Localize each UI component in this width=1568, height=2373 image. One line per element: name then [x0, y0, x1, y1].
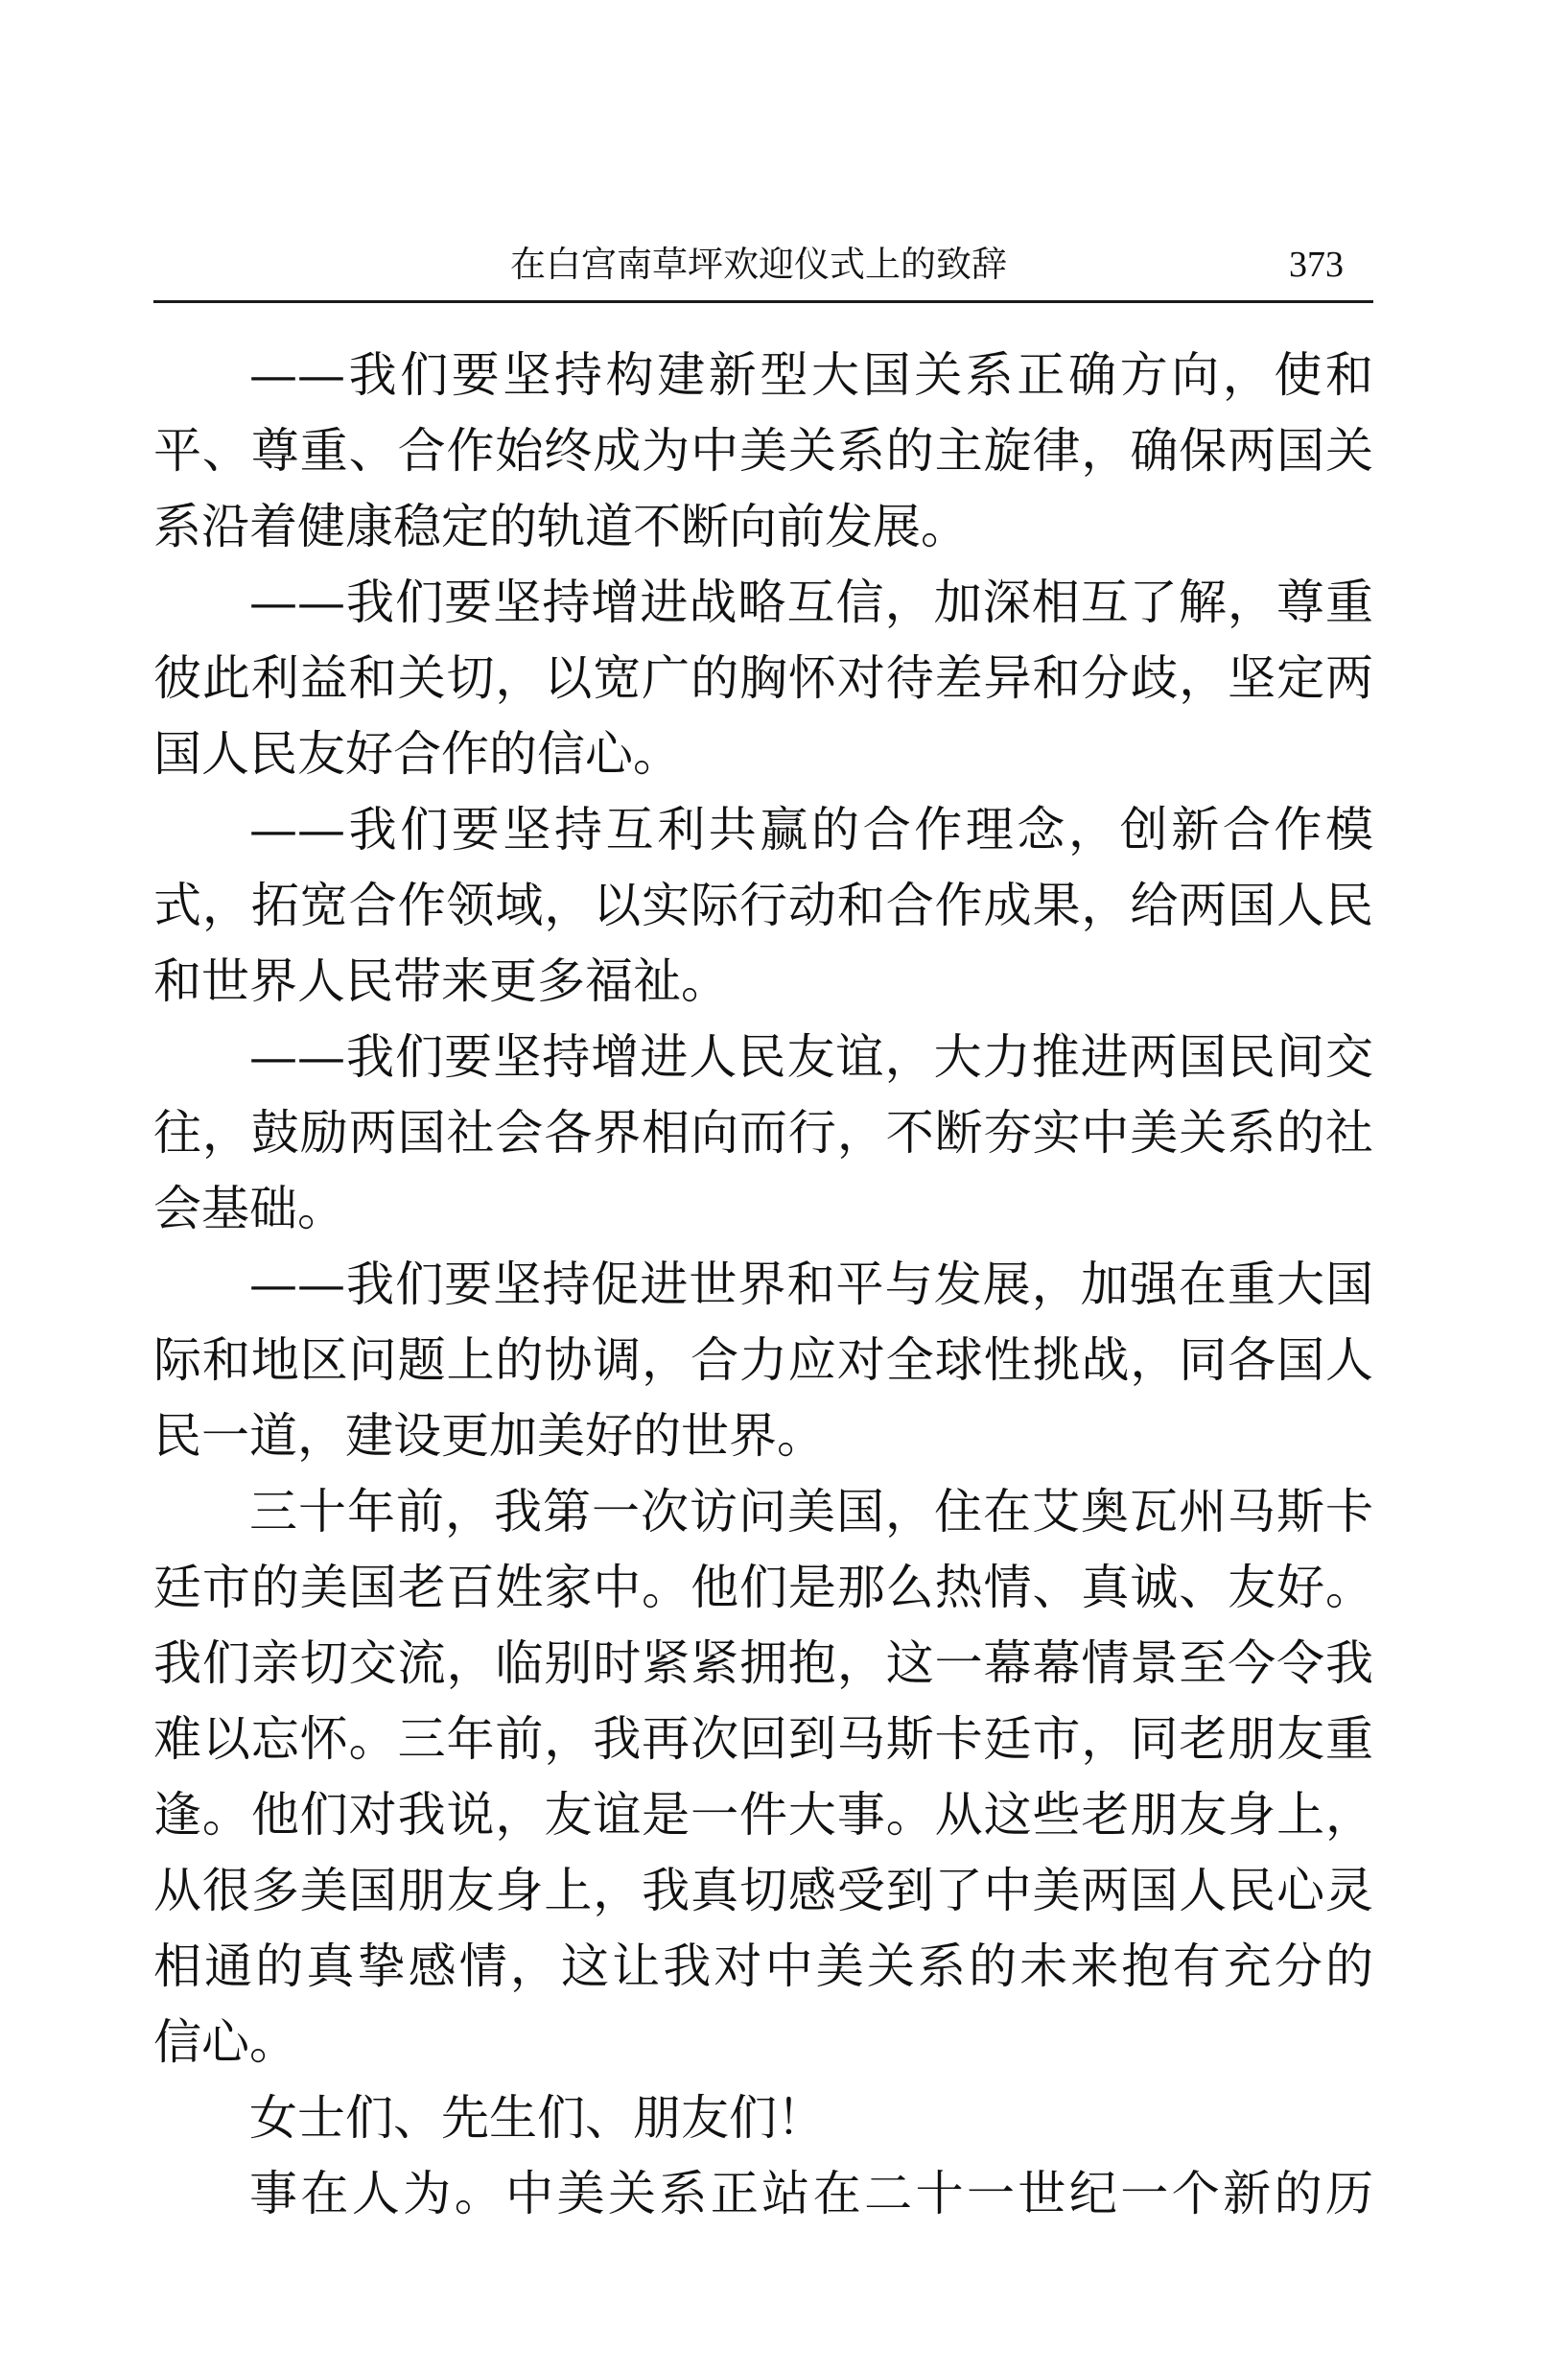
paragraph: [153, 1474, 1373, 2080]
text-line: 难以忘怀。三年前，我再次回到马斯卡廷市，同老朋友重: [153, 1711, 1373, 1767]
text-line: 从很多美国朋友身上，我真切感受到了中美两国人民心灵: [153, 1863, 1373, 1918]
text-line: 相通的真挚感情，这让我对中美关系的未来抱有充分的: [153, 1938, 1373, 1994]
paragraph: [153, 2156, 1373, 2232]
running-head-title: 在白宫南草坪欢迎仪式上的致辞: [510, 244, 1007, 285]
text-line: ——我们要坚持增进人民友谊，大力推进两国民间交: [249, 1029, 1373, 1085]
paragraph: [153, 792, 1373, 1020]
page-number: 373: [1289, 245, 1344, 285]
text-line: 彼此利益和关切，以宽广的胸怀对待差异和分歧，坚定两: [153, 650, 1373, 706]
text-line: 民一道，建设更加美好的世界。: [153, 1408, 825, 1464]
text-line: 我们亲切交流，临别时紧紧拥抱，这一幕幕情景至今令我: [153, 1635, 1373, 1691]
text-line: ——我们要坚持互利共赢的合作理念，创新合作模: [249, 802, 1373, 858]
text-line: 系沿着健康稳定的轨道不断向前发展。: [153, 499, 969, 554]
paragraph: [153, 338, 1373, 565]
text-line: 事在人为。中美关系正站在二十一世纪一个新的历: [249, 2166, 1373, 2221]
text-line: 国人民友好合作的信心。: [153, 726, 681, 782]
text-line: 平、尊重、合作始终成为中美关系的主旋律，确保两国关: [153, 423, 1373, 479]
text-line: 廷市的美国老百姓家中。他们是那么热情、真诚、友好。: [153, 1560, 1373, 1615]
text-line: 信心。: [153, 2014, 297, 2070]
text-line: 际和地区问题上的协调，合力应对全球性挑战，同各国人: [153, 1332, 1373, 1388]
text-line: ——我们要坚持增进战略互信，加深相互了解，尊重: [249, 575, 1373, 630]
text-line: ——我们要坚持促进世界和平与发展，加强在重大国: [249, 1257, 1373, 1312]
text-line: 三十年前，我第一次访问美国，住在艾奥瓦州马斯卡: [249, 1484, 1373, 1539]
text-line: 逢。他们对我说，友谊是一件大事。从这些老朋友身上，: [153, 1787, 1373, 1843]
text-line: 女士们、先生们、朋友们！: [249, 2090, 825, 2146]
text-line: 会基础。: [153, 1181, 345, 1236]
paragraph: [153, 1247, 1373, 1474]
text-line: 式，拓宽合作领域，以实际行动和合作成果，给两国人民: [153, 878, 1373, 933]
text-line: 和世界人民带来更多福祉。: [153, 953, 729, 1009]
body-text: [153, 338, 1373, 2232]
text-line: ——我们要坚持构建新型大国关系正确方向，使和: [249, 347, 1373, 403]
paragraph: [153, 1020, 1373, 1247]
paragraph: [153, 2080, 1373, 2156]
text-line: 往，鼓励两国社会各界相向而行，不断夯实中美关系的社: [153, 1105, 1373, 1161]
header-rule: [153, 300, 1373, 303]
paragraph: [153, 565, 1373, 792]
